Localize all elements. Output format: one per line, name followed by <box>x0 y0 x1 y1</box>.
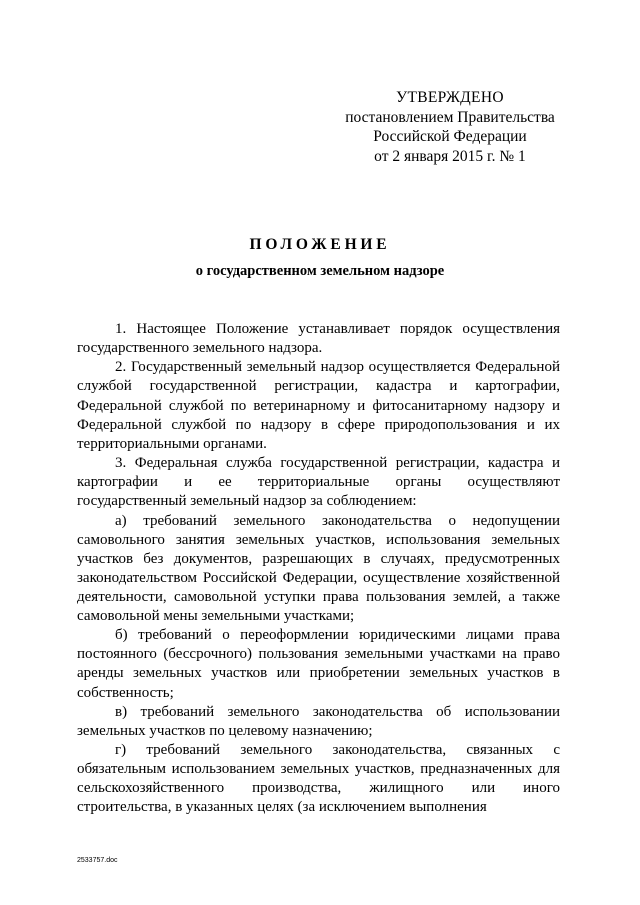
file-name-footer: 2533757.doc <box>77 857 118 864</box>
paragraph-3: 3. Федеральная служба государственной регистрации, кадастра и картографии и ее территориальные органы осуществляют государственный земельный надзор за соблюдением: <box>77 455 560 510</box>
document-title: ПОЛОЖЕНИЕ <box>249 236 391 253</box>
paragraph-2: 2. Государственный земельный надзор осуществляется Федеральной службой государственной регистрации, кадастра и картографии, Федеральной службой по ветеринарному и фитосанитарному надзору и Федеральной службой по надзору в сфере природопользования и их территориальными органами. <box>77 359 560 452</box>
approval-block <box>340 88 560 166</box>
approval-line-1: постановлением Правительства <box>345 108 555 126</box>
approval-stamp: УТВЕРЖДЕНО <box>396 89 504 106</box>
paragraph-1: 1. Настоящее Положение устанавливает порядок осуществления государственного земельного надзора. <box>77 321 560 357</box>
approval-line-2: Российской Федерации <box>373 128 527 145</box>
paragraph-3a: а) требований земельного законодательства о недопущении самовольного занятия земельных участков, использования земельных участков без документов, разрешающих в случаях, предусмотренных законодательством Российской Федерации, осуществление хозяйственной деятельности, самовольной уступки права пользования землей, а также самовольной мены земельными участками; <box>77 512 560 624</box>
document-body <box>77 320 560 818</box>
approval-line-3: от 2 января 2015 г. № 1 <box>374 147 526 165</box>
document-subtitle: о государственном земельном надзоре <box>195 263 445 279</box>
paragraph-3g: г) требований земельного законодательства, связанных с обязательным использованием земельных участков, предназначенных для сельскохозяйственного производства, жилищного или иного строительства, в указанных целях (за исключением выполнения <box>77 742 560 816</box>
paragraph-3v: в) требований земельного законодательства об использовании земельных участков по целевому назначению; <box>77 703 560 739</box>
paragraph-3b: б) требований о переоформлении юридическими лицами права постоянного (бессрочного) пользования земельными участками на право аренды земельных участков или приобретении земельных участков в собственность; <box>77 627 560 701</box>
